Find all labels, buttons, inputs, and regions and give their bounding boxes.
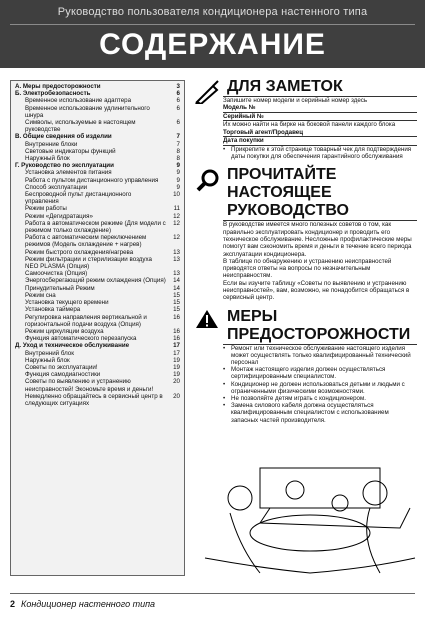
toc-item-title: Режим работы — [25, 205, 67, 213]
toc-item-page: 15 — [173, 291, 180, 299]
toc-item-page: 15 — [173, 306, 180, 314]
toc-item-page: 17 — [173, 349, 180, 357]
toc-item-page: 13 — [173, 248, 180, 256]
toc-item-page: 11 — [173, 205, 180, 213]
toc-item-title: Внутренний блок — [25, 349, 74, 357]
read-p3: Если вы изучите таблицу «Советы по выявлению и устранению неисправностей», вам, возможно, не понадобится обращаться в сервисный центр. — [223, 279, 410, 302]
toc-item — [15, 371, 180, 378]
toc-item — [15, 148, 180, 155]
toc-item — [15, 83, 180, 90]
toc-item-page: 6 — [176, 119, 180, 127]
toc-item-title: Самоочистка (Опция) — [25, 270, 88, 278]
toc-item-page: 12 — [173, 234, 180, 242]
toc-item-page: 9 — [176, 183, 180, 191]
toc-item — [15, 350, 180, 357]
toc-item — [15, 364, 180, 371]
toc-item-title: Функция автоматического перезапуска — [25, 335, 137, 343]
receipt-note: • Прикрепите к этой странице товарный чек для подтверждения даты покупки для обеспечения гарантийного обслуживания — [223, 146, 417, 160]
toc-item-title: Установка текущего времени — [25, 299, 109, 307]
toc-item-title: Регулировка направления вертикальной и горизонтальной подачи воздуха (Опция) — [25, 313, 147, 328]
safety-item: • Кондиционер не должен использоваться детьми и людьми с ограниченными физическими возможностями. — [223, 381, 417, 395]
serial-hint: Их можно найти на бирке на боковой панели каждого блока — [223, 121, 396, 129]
header-title: Руководство пользователя кондиционера настенного типа — [57, 6, 368, 18]
toc-item-page: 16 — [173, 313, 180, 321]
warning-icon — [195, 309, 219, 329]
toc-item-page: 15 — [173, 299, 180, 307]
toc-item — [15, 299, 180, 306]
toc-item-title: Установка элементов питания — [25, 169, 112, 177]
toc-item — [15, 393, 180, 407]
date-label: Дата покупки — [223, 137, 264, 145]
toc-item-page: 17 — [173, 342, 180, 350]
toc-item-title: Наружный блок — [25, 155, 70, 163]
toc-item-title: Временное использование адаптера — [25, 97, 132, 105]
toc-item-title: Режим фильтрации и стерилизации воздуха NEO PLASMA (Опция) — [25, 255, 152, 271]
toc-item — [15, 162, 180, 169]
toc-item — [15, 119, 180, 133]
toc-item-page: 16 — [173, 327, 180, 335]
read-p2: В таблице по обнаружению и устранению неисправностей приводятся ответы на вопросы по незначительным неисправностям. — [223, 257, 392, 280]
toc-item-title: Г. Руководство по эксплуатации — [15, 162, 114, 170]
toc-item — [15, 270, 180, 277]
table-of-contents — [10, 80, 185, 576]
toc-item-page: 19 — [173, 356, 180, 364]
toc-item-title: Установка таймера — [25, 306, 81, 314]
safety-title: МЕРЫ ПРЕДОСТОРОЖНОСТИ — [227, 307, 411, 343]
toc-item-title: Режим циркуляции воздуха — [25, 327, 104, 335]
toc-item-page: 9 — [176, 176, 180, 184]
toc-item — [15, 277, 180, 284]
model-label: Модель № — [223, 104, 256, 112]
toc-item-page: 13 — [173, 255, 180, 263]
toc-item-page: 7 — [176, 133, 180, 141]
toc-item — [15, 249, 180, 256]
read-section — [195, 166, 417, 301]
toc-item-title: Внутренние блоки — [25, 140, 78, 148]
toc-item-title: Режим «Дегидратация» — [25, 212, 93, 220]
pencil-icon — [195, 80, 223, 104]
toc-item-title: Режим быстрого охлаждения/нагрева — [25, 248, 134, 256]
toc-item-title: Временное использование удлинительного шнура — [25, 104, 150, 119]
toc-item-title: Советы по выявлению и устранению неисправностей! Экономьте время и деньги! — [25, 378, 154, 393]
toc-item-page: 19 — [173, 363, 180, 371]
toc-item — [15, 292, 180, 299]
magnifier-icon — [195, 168, 221, 194]
toc-item-page: 10 — [173, 191, 180, 199]
toc-item-page: 6 — [176, 90, 180, 98]
toc-item — [15, 234, 180, 248]
toc-item — [15, 314, 180, 328]
toc-item-title: Символы, используемые в настоящем руководстве — [25, 119, 136, 134]
toc-item — [15, 133, 180, 140]
toc-item-title: Советы по эксплуатации! — [25, 363, 98, 371]
toc-item-page: 14 — [173, 277, 180, 285]
toc-item-page: 8 — [176, 147, 180, 155]
toc-item-page: 19 — [173, 371, 180, 379]
toc-item-title: Наружный блок — [25, 356, 70, 364]
toc-item-title: Способ эксплуатации — [25, 183, 88, 191]
toc-item — [15, 328, 180, 335]
notes-section — [195, 78, 417, 160]
toc-item-title: Принудительный Режим — [25, 284, 95, 292]
toc-item — [15, 342, 180, 349]
toc-item-page: 6 — [176, 104, 180, 112]
toc-item-title: В. Общие сведения об изделии — [15, 133, 112, 141]
toc-item-page: 20 — [173, 392, 180, 400]
toc-item — [15, 378, 180, 392]
toc-item — [15, 213, 180, 220]
toc-item — [15, 357, 180, 364]
toc-item — [15, 97, 180, 104]
page-header — [0, 0, 425, 68]
toc-item — [15, 256, 180, 270]
toc-item-page: 9 — [176, 162, 180, 170]
toc-item-page: 12 — [173, 219, 180, 227]
toc-item-page: 14 — [173, 284, 180, 292]
toc-item-page: 16 — [173, 335, 180, 343]
toc-item-title: Беспроводной пульт дистанционного управления — [25, 191, 132, 206]
toc-item — [15, 90, 180, 97]
right-column — [195, 78, 417, 424]
toc-item — [15, 285, 180, 292]
read-title: ПРОЧИТАЙТЕ НАСТОЯЩЕЕ РУКОВОДСТВО — [227, 166, 349, 220]
toc-item — [15, 184, 180, 191]
toc-item-title: Энергосберегающий режим охлаждения (Опция) — [25, 277, 166, 285]
family-illustration — [200, 458, 420, 576]
toc-item — [15, 335, 180, 342]
safety-item: • Не позволяйте детям играть с кондиционером. — [223, 395, 417, 402]
toc-item — [15, 141, 180, 148]
toc-item-title: Немедленно обращайтесь в сервисный центр в следующих ситуациях — [25, 392, 163, 407]
safety-list — [223, 345, 417, 424]
toc-item-title: Работа в автоматическом режиме (Для модели с режимом только охлаждение) — [25, 219, 166, 235]
dealer-label: Торговый агент/Продавец — [223, 128, 304, 136]
toc-item — [15, 177, 180, 184]
toc-item — [15, 169, 180, 176]
notes-title: ДЛЯ ЗАМЕТОК — [227, 78, 343, 95]
serial-label: Серийный № — [223, 112, 264, 120]
toc-item-page: 7 — [176, 140, 180, 148]
page-number: 2 — [10, 599, 16, 609]
page-footer — [0, 585, 425, 623]
toc-item — [15, 205, 180, 212]
page-title: СОДЕРЖАНИЕ — [99, 28, 326, 61]
header-divider — [10, 24, 415, 25]
read-p1: В руководстве имеется много полезных советов о том, как правильно эксплуатировать кондиционер и проводить его техническое обслуживание. Несложные профилактические меры помогут вам сэкономить время и деньги в течение всего периода эксплуатации кондиционера. — [223, 221, 412, 258]
toc-item — [15, 191, 180, 205]
toc-item-title: А. Меры предосторожности — [15, 83, 101, 90]
toc-item — [15, 105, 180, 119]
toc-item-page: 13 — [173, 270, 180, 278]
toc-item-title: Режим сна — [25, 291, 56, 299]
toc-item-title: Работа с автоматическим переключением режимов (Модель охлаждение + нагрев) — [25, 234, 147, 249]
toc-item — [15, 220, 180, 234]
safety-item: • Монтаж настоящего изделия должен осуществляться сертифицированным специалистом. — [223, 366, 417, 380]
safety-item: • Замена силового кабеля должна осуществляться квалифицированным специалистом с использованием запасных частей производителя. — [223, 402, 417, 424]
toc-item-page: 8 — [176, 155, 180, 163]
toc-item-title: Д. Уход и техническое обслуживание — [15, 342, 130, 350]
toc-item-page: 6 — [176, 97, 180, 105]
toc-item — [15, 155, 180, 162]
toc-item-title: Световые индикаторы функций — [25, 147, 116, 155]
footer-text — [10, 599, 155, 609]
safety-item: • Ремонт или техническое обслуживание настоящего изделия может осуществлять только квалифицированный технический персонал — [223, 345, 417, 367]
notes-intro: Запишите номер модели и серийный номер здесь — [223, 97, 368, 104]
toc-item-page: 20 — [173, 378, 180, 386]
footer-label: Кондиционер настенного типа — [21, 599, 156, 609]
toc-item-title: Б. Электробезопасность — [15, 90, 91, 98]
toc-item-title: Функция самодиагностики — [25, 371, 101, 379]
toc-item — [15, 306, 180, 313]
toc-item-page: 9 — [176, 169, 180, 177]
toc-item-page: 3 — [176, 83, 180, 90]
toc-item-title: Работа с пультом дистанционного управления — [25, 176, 159, 184]
toc-item-page: 12 — [173, 212, 180, 220]
safety-section — [195, 308, 417, 424]
